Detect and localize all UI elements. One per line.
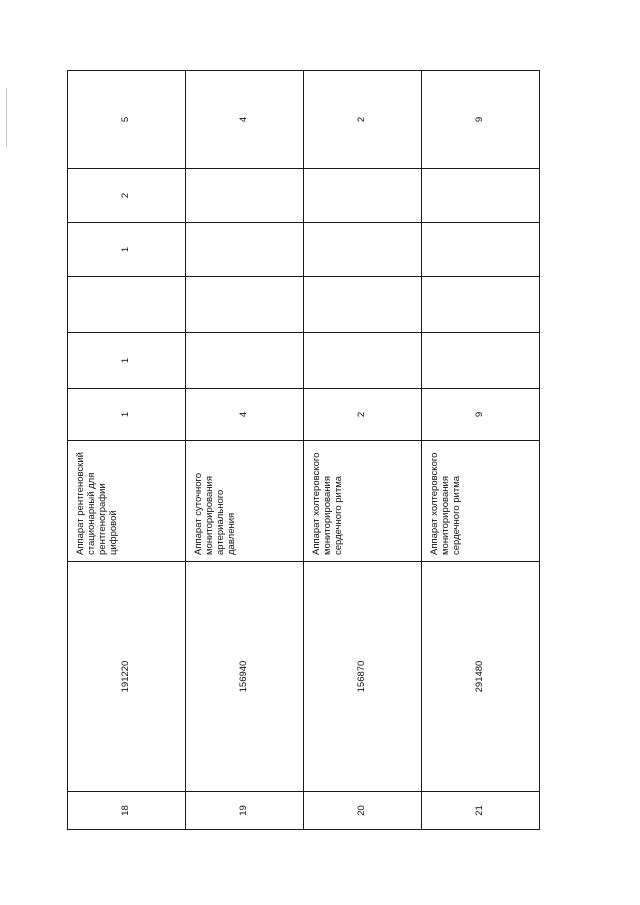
quantity-cell: 1 [68, 223, 186, 277]
quantity-cell [186, 223, 304, 277]
equipment-table [67, 70, 540, 830]
table-row [68, 71, 186, 830]
total-cell: 5 [68, 71, 186, 169]
quantity-cell [304, 169, 422, 223]
quantity-cell [422, 333, 540, 389]
quantity-cell [186, 169, 304, 223]
equipment-code: 191220 [68, 562, 186, 792]
quantity-cell [304, 277, 422, 333]
quantity-cell [186, 277, 304, 333]
quantity-cell [422, 169, 540, 223]
total-cell: 2 [304, 71, 422, 169]
quantity-cell [68, 277, 186, 333]
equipment-name: Аппарат рентгеновский стационарный для рентгенографии цифровой [68, 441, 186, 562]
quantity-cell [422, 223, 540, 277]
quantity-cell: 1 [68, 389, 186, 441]
quantity-cell: 1 [68, 333, 186, 389]
equipment-name: Аппарат суточного мониторирования артериального давления [186, 441, 304, 562]
row-number: 19 [186, 792, 304, 830]
quantity-cell: 2 [68, 169, 186, 223]
row-number: 21 [422, 792, 540, 830]
quantity-cell [422, 277, 540, 333]
rotated-table-container [67, 71, 539, 830]
equipment-code: 156870 [304, 562, 422, 792]
quantity-cell: 9 [422, 389, 540, 441]
quantity-cell [304, 223, 422, 277]
table-row [304, 71, 422, 830]
table-row [422, 71, 540, 830]
quantity-cell [304, 333, 422, 389]
scan-mark [6, 88, 7, 148]
total-cell: 4 [186, 71, 304, 169]
equipment-code: 291480 [422, 562, 540, 792]
equipment-name: Аппарат холтеровского мониторирования сердечного ритма [422, 441, 540, 562]
row-number: 18 [68, 792, 186, 830]
equipment-code: 156940 [186, 562, 304, 792]
equipment-name: Аппарат холтеровского мониторирования сердечного ритма [304, 441, 422, 562]
total-cell: 9 [422, 71, 540, 169]
quantity-cell [186, 333, 304, 389]
row-number: 20 [304, 792, 422, 830]
quantity-cell: 4 [186, 389, 304, 441]
table-row [186, 71, 304, 830]
quantity-cell: 2 [304, 389, 422, 441]
